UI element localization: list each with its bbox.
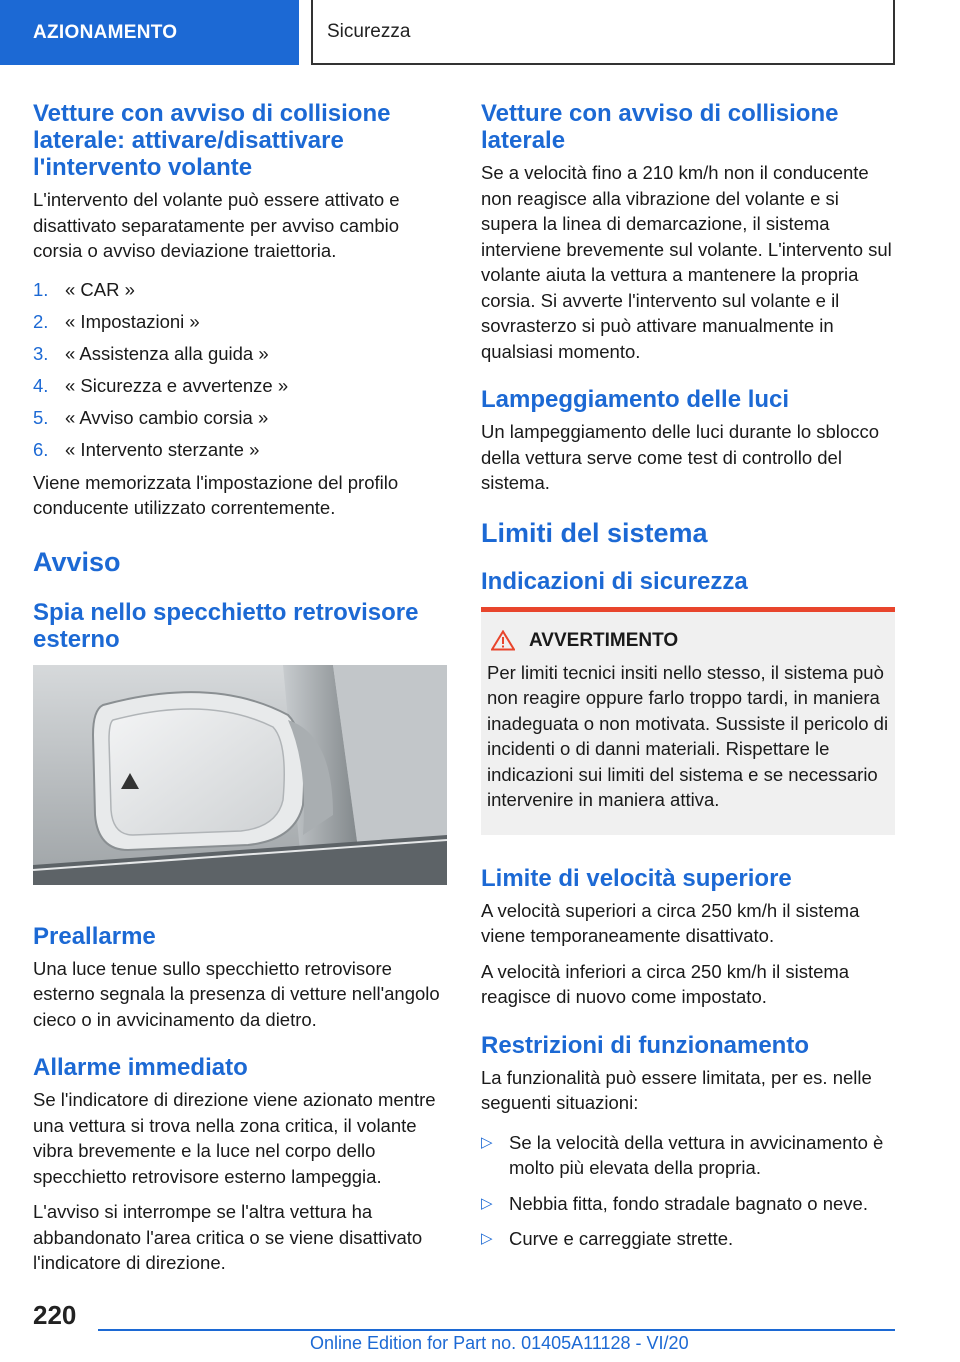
step-number: 6.: [33, 438, 49, 460]
paragraph-preallarme: Una luce tenue sullo specchietto retrovisore esterno segnala la presenza di vetture nell'angolo cieco o in avvicinamento da dietro.: [33, 957, 440, 1030]
heading-preallarme: Preallarme: [33, 922, 156, 950]
triangle-bullet-icon: ▷: [481, 1194, 493, 1212]
warning-title: [487, 630, 889, 652]
step-number: 1.: [33, 278, 49, 300]
section-label: AZIONAMENTO: [33, 21, 178, 43]
paragraph-allarme-2: L'avviso si interrompe se l'altra vettura ha abbandonato l'area critica o se viene disattivato l'indicatore di direzione.: [33, 1201, 423, 1273]
paragraph-intervento-volante: L'intervento del volante può essere attivato e disattivato separatamente per avviso cambio corsia o avviso deviazione traiettoria.: [33, 189, 400, 261]
step-text: « Sicurezza e avvertenze »: [65, 374, 289, 396]
topic-tab: [311, 0, 895, 65]
heading-spia-specchietto: Spia nello specchietto retrovisore esterno: [33, 598, 419, 653]
list-item: [481, 1226, 895, 1252]
footer-divider: [98, 1329, 895, 1331]
heading-collisione-laterale: Vetture con avviso di collisione laterale: [481, 100, 839, 154]
paragraph-allarme-1: Se l'indicatore di direzione viene azionato mentre una vettura si trova nella zona critica, il volante vibra brevemente e la luce nel corpo dello specchietto retrovisore esterno lampeggia.: [33, 1089, 436, 1187]
triangle-bullet-icon: ▷: [481, 1133, 493, 1151]
left-column: [33, 100, 447, 1286]
list-item-text: Se la velocità della vettura in avvicinamento è molto più elevata della propria.: [509, 1131, 884, 1178]
right-column: [481, 100, 895, 1262]
step-text: « CAR »: [65, 278, 135, 300]
step-text: « Impostazioni »: [65, 310, 200, 332]
warning-triangle-icon: [491, 630, 515, 651]
paragraph-collisione-laterale: Se a velocità fino a 210 km/h non il conducente non reagisce alla vibrazione del volante e si supera la linea di demarcazione, il sistema interviene brevemente sul volante. L'intervento sul volante aiuta la vettura a mantenere la propria corsia. Si avverte l'intervento sul volante e il sovrasterzo si può attivare manualmente in qualsiasi momento.: [481, 162, 892, 362]
heading-limite-velocita: Limite di velocità superiore: [481, 864, 792, 892]
paragraph-lampeggiamento: Un lampeggiamento delle luci durante lo sblocco della vettura serve come test di controllo del sistema.: [481, 421, 879, 493]
heading-indicazioni-sicurezza: Indicazioni di sicurezza: [481, 567, 748, 595]
list-item: [481, 1191, 895, 1217]
step-item: [33, 274, 447, 306]
step-number: 3.: [33, 342, 49, 364]
step-text: « Avviso cambio corsia »: [65, 406, 269, 428]
section-tab: [0, 0, 299, 65]
heading-avviso: Avviso: [33, 546, 121, 577]
step-text: « Assistenza alla guida »: [65, 342, 269, 364]
step-number: 2.: [33, 310, 49, 332]
triangle-bullet-icon: ▷: [481, 1230, 493, 1247]
step-item: [33, 402, 447, 434]
heading-restrizioni: Restrizioni di funzionamento: [481, 1031, 809, 1059]
footer-edition: Online Edition for Part no. 01405A11128 - VI/20: [310, 1333, 689, 1353]
step-item: [33, 306, 447, 338]
step-item: [33, 338, 447, 370]
warning-title-text: AVVERTIMENTO: [529, 629, 679, 651]
list-item-text: Curve e carreggiate strette.: [509, 1228, 734, 1249]
paragraph-restrizioni: La funzionalità può essere limitata, per es. nelle seguenti situazioni:: [481, 1066, 872, 1113]
paragraph-velocita-1: A velocità superiori a circa 250 km/h il sistema viene temporaneamente disattivato.: [481, 899, 860, 946]
mirror-illustration: [33, 665, 447, 885]
topic-label: Sicurezza: [327, 20, 411, 42]
heading-lampeggiamento: Lampeggiamento delle luci: [481, 386, 790, 413]
page-number: 220: [33, 1300, 77, 1330]
paragraph-profilo: Viene memorizzata l'impostazione del profilo conducente utilizzato correntemente.: [33, 471, 399, 518]
list-item-text: Nebbia fitta, fondo stradale bagnato o neve.: [509, 1192, 868, 1214]
step-item: [33, 370, 447, 402]
heading-limiti-sistema: Limiti del sistema: [481, 517, 708, 548]
list-item: [481, 1130, 895, 1181]
paragraph-velocita-2: A velocità inferiori a circa 250 km/h il sistema reagisce di nuovo come impostato.: [481, 960, 850, 1007]
warning-text: Per limiti tecnici insiti nello stesso, il sistema può non reagire oppure farlo troppo tardi, in maniera inadeguata o non motivata. Sussiste il pericolo di incidenti o di danni materiali. Rispettare le indicazioni sui limiti del sistema e se necessario intervenire in maniera attiva.: [487, 661, 889, 810]
heading-intervento-volante: Vetture con avviso di collisione laterale: attivare/disattivare l'intervento volante: [33, 100, 391, 181]
step-text: « Intervento sterzante »: [65, 438, 260, 460]
warning-box: [481, 607, 895, 835]
steps-list: [33, 274, 447, 466]
heading-allarme-immediato: Allarme immediato: [33, 1054, 248, 1081]
step-number: 5.: [33, 406, 49, 428]
step-item: [33, 434, 447, 466]
step-number: 4.: [33, 374, 49, 396]
